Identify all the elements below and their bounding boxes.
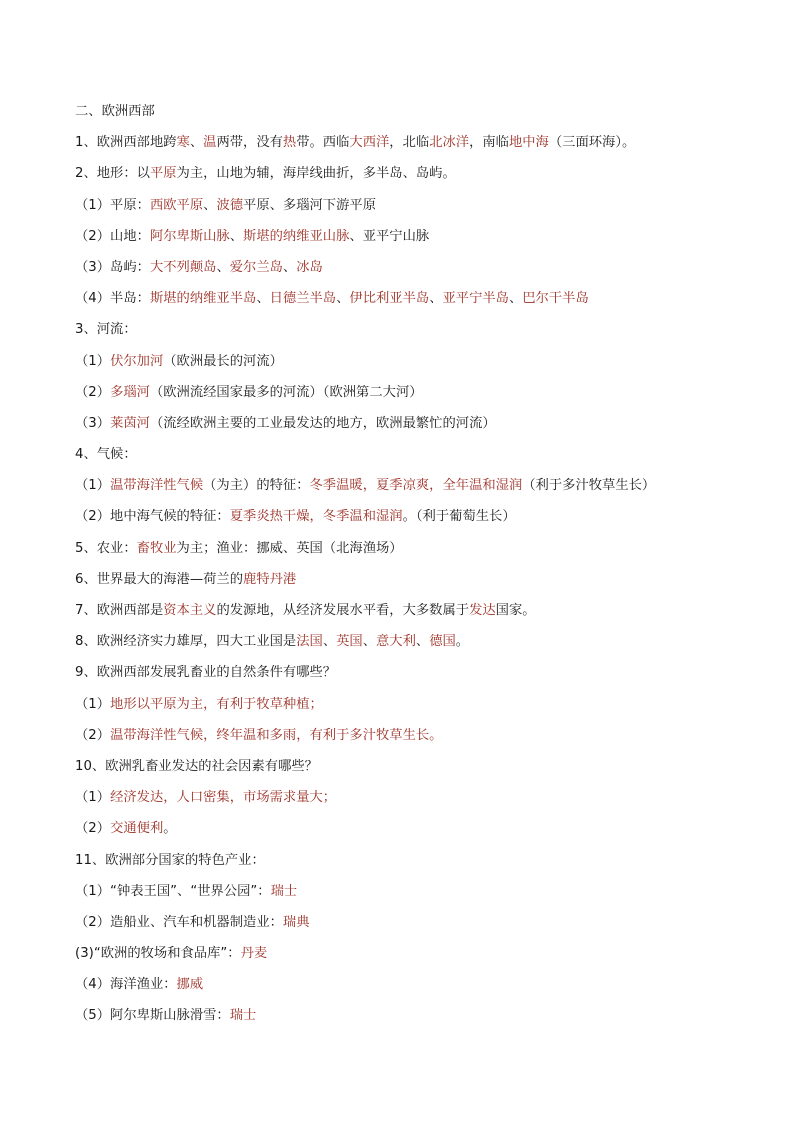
text-segment: 平原、多瑙河下游平原 <box>243 197 376 213</box>
text-line <box>75 751 755 782</box>
text-segment: （5）阿尔卑斯山脉滑雪： <box>75 1008 230 1024</box>
text-segment: 、亚平宁山脉 <box>349 228 430 244</box>
text-line <box>75 876 755 907</box>
highlighted-text: 畜牧业 <box>136 540 177 556</box>
text-line <box>75 377 755 408</box>
text-line <box>75 408 755 439</box>
text-segment: 。 <box>455 634 470 650</box>
text-segment: 、 <box>282 259 297 275</box>
text-segment: 、 <box>216 259 230 275</box>
text-segment: （4）半岛： <box>75 291 150 307</box>
text-segment: （为主）的特征： <box>203 478 310 494</box>
text-segment: （2） <box>75 727 111 743</box>
section-title <box>75 96 755 127</box>
highlighted-text: 莱茵河 <box>110 415 150 431</box>
text-segment: （2）地中海气候的特征： <box>75 509 230 525</box>
text-line <box>75 283 755 314</box>
text-line <box>75 907 755 938</box>
text-segment: 9、欧洲西部发展乳畜业的自然条件有哪些？ <box>75 665 337 681</box>
highlighted-text: 地中海 <box>508 135 549 151</box>
text-line <box>75 252 755 283</box>
text-line <box>75 845 755 876</box>
text-segment: （1） <box>75 790 111 806</box>
text-line <box>75 533 755 564</box>
text-segment: 的发源地，从经济发展水平看，大多数属于 <box>216 603 470 618</box>
text-line <box>75 221 755 252</box>
highlighted-text: 温带海洋性气候，终年温和多雨，有利于多汁牧草生长。 <box>110 727 443 743</box>
text-segment: （3）岛屿： <box>75 259 150 275</box>
text-segment: 3、河流： <box>75 322 137 338</box>
text-segment: （欧洲最长的河流） <box>163 353 283 369</box>
text-segment: 、 <box>362 634 376 650</box>
text-line <box>75 564 755 595</box>
text-segment: （流经欧洲主要的工业最发达的地方，欧洲最繁忙的河流） <box>149 415 496 431</box>
highlighted-text: 鹿特丹港 <box>243 571 297 587</box>
highlighted-text: 交通便利 <box>110 821 164 837</box>
text-line <box>75 657 755 688</box>
text-line <box>75 190 755 221</box>
highlighted-text: 大不列颠岛 <box>149 259 217 275</box>
text-segment: 、 <box>429 291 443 307</box>
text-line <box>75 470 755 501</box>
text-segment: 10、欧洲乳畜业发达的社会因素有哪些？ <box>75 758 318 774</box>
text-segment: 、 <box>229 228 244 244</box>
highlighted-text: 瑞典 <box>282 914 310 930</box>
text-segment: 二、欧洲西部 <box>75 104 155 119</box>
text-segment: 两带，没有 <box>216 135 283 151</box>
text-segment: 4、气候： <box>75 447 137 463</box>
text-segment: 为主；渔业：挪威、英国（北海渔场） <box>176 540 403 556</box>
highlighted-text: 日德兰半岛 <box>269 291 337 307</box>
text-segment: （4）海洋渔业： <box>75 977 177 993</box>
text-line <box>75 501 755 532</box>
highlighted-text: 法国 <box>296 634 323 650</box>
text-segment: 。 <box>163 821 177 837</box>
text-segment: 、 <box>415 634 430 650</box>
text-line <box>75 938 755 969</box>
highlighted-text: 英国 <box>336 634 363 650</box>
text-segment: (3)“欧洲的牧场和食品库”： <box>75 946 241 962</box>
text-segment: 1、欧洲西部地跨 <box>75 135 177 151</box>
text-segment: （1） <box>75 696 111 712</box>
text-segment: 为主，山地为辅，海岸线曲折，多半岛、岛屿。 <box>176 166 456 182</box>
highlighted-text: 斯堪的纳维亚山脉 <box>243 228 350 244</box>
text-segment: 5、农业： <box>75 540 137 556</box>
highlighted-text: 冰岛 <box>296 259 323 275</box>
highlighted-text: 德国 <box>429 634 456 650</box>
highlighted-text: 地形以平原为主，有利于牧草种植； <box>110 696 323 712</box>
text-segment: （1） <box>75 353 111 369</box>
highlighted-text: 丹麦 <box>240 946 268 962</box>
text-line <box>75 1000 755 1031</box>
highlighted-text: 阿尔卑斯山脉 <box>149 228 230 244</box>
highlighted-text: 斯堪的纳维亚半岛 <box>149 291 257 307</box>
text-segment: 6、世界最大的海港—荷兰的 <box>75 571 244 587</box>
text-segment: 2、地形：以 <box>75 166 150 182</box>
highlighted-text: 北冰洋 <box>429 135 470 151</box>
highlighted-text: 瑞士 <box>270 883 298 899</box>
highlighted-text: 瑞士 <box>229 1008 257 1024</box>
text-line <box>75 782 755 813</box>
highlighted-text: 挪威 <box>176 977 204 993</box>
highlighted-text: 伏尔加河 <box>110 353 164 369</box>
text-segment: （1）平原： <box>75 197 150 213</box>
highlighted-text: 伊比利亚半岛 <box>349 291 430 307</box>
text-line <box>75 127 755 158</box>
text-segment: 。（利于葡萄生长） <box>402 509 516 525</box>
text-line <box>75 346 755 377</box>
text-segment: 8、欧洲经济实力雄厚，四大工业国是 <box>75 634 297 650</box>
highlighted-text: 经济发达，人口密集，市场需求量大； <box>110 790 337 806</box>
text-segment: （欧洲流经国家最多的河流）（欧洲第二大河） <box>149 384 423 400</box>
highlighted-text: 巴尔干半岛 <box>522 291 589 307</box>
text-line <box>75 813 755 844</box>
highlighted-text: 资本主义 <box>163 603 217 618</box>
text-segment: （利于多汁牧草生长） <box>522 478 656 494</box>
text-segment: （1）“钟表王国”、“世界公园”： <box>75 883 271 899</box>
text-line <box>75 689 755 720</box>
text-segment: 带。西临 <box>296 135 350 151</box>
text-segment: 、 <box>508 291 523 307</box>
text-segment: ，南临 <box>469 135 509 151</box>
document-page <box>75 96 755 1032</box>
text-segment: （2）造船业、汽车和机器制造业： <box>75 914 283 930</box>
text-line <box>75 158 755 189</box>
highlighted-text: 爱尔兰岛 <box>229 259 283 275</box>
text-line <box>75 969 755 1000</box>
text-segment: （2） <box>75 384 111 400</box>
text-line <box>75 314 755 345</box>
text-segment: 7、欧洲西部是 <box>75 603 164 618</box>
highlighted-text: 夏季炎热干燥，冬季温和湿润 <box>229 509 403 525</box>
highlighted-text: 西欧平原 <box>149 197 204 213</box>
text-segment: （2） <box>75 821 111 837</box>
text-line <box>75 439 755 470</box>
text-segment: 、 <box>322 634 337 650</box>
text-segment: 、 <box>336 291 350 307</box>
text-segment: 、 <box>189 135 204 151</box>
text-line <box>75 720 755 751</box>
highlighted-text: 多瑙河 <box>110 384 150 400</box>
highlighted-text: 波德 <box>216 197 244 213</box>
highlighted-text: 大西洋 <box>349 135 390 151</box>
highlighted-text: 温带海洋性气候 <box>110 478 204 494</box>
highlighted-text: 寒 <box>176 135 190 151</box>
text-segment: （3） <box>75 415 111 431</box>
text-line <box>75 626 755 657</box>
text-segment: ，北临 <box>389 135 430 151</box>
highlighted-text: 温 <box>203 135 217 151</box>
highlighted-text: 热 <box>282 135 297 151</box>
highlighted-text: 冬季温暖，夏季凉爽，全年温和湿润 <box>309 478 523 494</box>
highlighted-text: 发达 <box>469 603 496 618</box>
highlighted-text: 亚平宁半岛 <box>442 291 509 307</box>
text-segment: （三面环海）。 <box>548 135 636 151</box>
text-segment: （2）山地： <box>75 228 150 244</box>
text-segment: 、 <box>256 291 270 307</box>
text-segment: （1） <box>75 478 111 494</box>
text-segment: 、 <box>203 197 217 213</box>
text-segment: 11、欧洲部分国家的特色产业： <box>75 852 265 868</box>
highlighted-text: 平原 <box>149 166 177 182</box>
text-segment: 国家。 <box>495 603 536 618</box>
text-line <box>75 595 755 626</box>
highlighted-text: 意大利 <box>376 634 416 650</box>
